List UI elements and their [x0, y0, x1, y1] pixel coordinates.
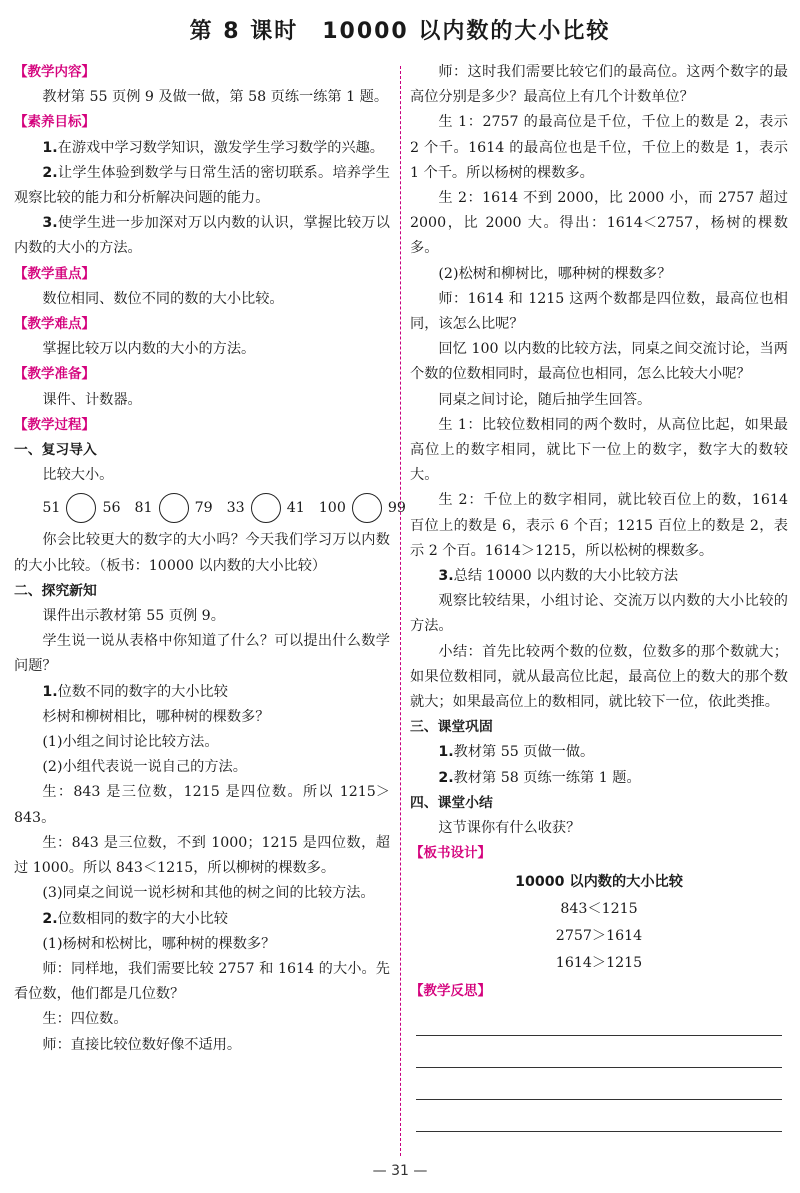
s1-p1: 比较大小。	[42, 467, 114, 484]
writing-line[interactable]	[416, 1004, 782, 1036]
left-column	[14, 60, 406, 1058]
s2-p9: (1)杨树和松树比，哪种树的棵数多？	[42, 935, 276, 952]
writing-line[interactable]	[416, 1068, 782, 1100]
compare-row	[14, 488, 406, 528]
section-2-heading: 二、探究新知	[14, 582, 97, 599]
answer-circle[interactable]	[159, 493, 189, 523]
compare-item: 51 56	[42, 493, 120, 523]
answer-circle[interactable]	[352, 493, 382, 523]
r-p2: 生 1：2757 的最高位是千位，千位上的数是 2，表示 2 个千。1614 的最高位也是千位，千位上的数是 1，表示 1 个千。所以杨树的棵数多。	[410, 114, 788, 181]
s2-p7: 生：843 是三位数，不到 1000；1215 是四位数，超过 1000。所以 843＜1215，所以柳树的棵数多。	[14, 834, 390, 877]
r-p3: 生 2：1614 不到 2000，比 2000 小，而 2757 超过 2000，比 2000 大。得出：1614＜2757，杨树的棵数多。	[410, 190, 788, 257]
reflection-lines	[410, 1004, 788, 1132]
content-text: 教材第 55 页例 9 及做一做，第 58 页练一练第 1 题。	[42, 89, 389, 106]
goal-2: 2.让学生体验到数学与日常生活的密切联系。培养学生观察比较的能力和分析解决问题的能力。	[14, 164, 390, 207]
tag-reflect: 【教学反思】	[410, 982, 491, 999]
r-p7: 同桌之间讨论，随后抽学生回答。	[438, 391, 652, 408]
r-p6: 回忆 100 以内数的比较方法，同桌之间交流讨论，当两个数的位数相同时，最高位也相同，怎么比较大小呢？	[410, 341, 788, 383]
s2-p5: (2)小组代表说一说自己的方法。	[42, 759, 247, 776]
s2-p11: 生：四位数。	[42, 1011, 128, 1028]
tag-goals: 【素养目标】	[14, 114, 95, 131]
page-title: 第 8 课时 10000 以内数的大小比较	[189, 19, 611, 44]
s3-item-1: 1.教材第 55 页做一做。	[438, 744, 595, 761]
section-1-heading: 一、复习导入	[14, 442, 97, 459]
s2-p1: 课件出示教材第 55 页例 9。	[42, 608, 225, 625]
compare-item: 81 79	[135, 493, 213, 523]
difficulty-text: 掌握比较万以内数的大小的方法。	[42, 341, 256, 358]
goal-1: 1.在游戏中学习数学知识，激发学生学习数学的兴趣。	[42, 139, 384, 156]
writing-line[interactable]	[416, 1100, 782, 1132]
page-number: — 31 —	[372, 1163, 428, 1179]
s2-subheading-2: 2.位数相同的数字的大小比较	[42, 910, 228, 927]
board-title: 10000 以内数的大小比较	[515, 873, 683, 890]
tag-difficulty: 【教学难点】	[14, 316, 95, 333]
tag-content: 【教学内容】	[14, 64, 95, 80]
s2-p2: 学生说一说从表格中你知道了什么？可以提出什么数学问题？	[14, 633, 390, 675]
r-p9: 生 2：千位上的数字相同，就比较百位上的数，1614 百位上的数是 6，表示 6 个百；1215 百位上的数是 2，表示 2 个百。1614＞1215，所以松树的棵数多。	[410, 492, 788, 559]
tag-process: 【教学过程】	[14, 416, 95, 433]
r-p8: 生 1：比较位数相同的两个数时，从高位比起，如果最高位上的数字相同，就比下一位上的数字，数字大的数较大。	[410, 416, 788, 484]
compare-item: 100 99	[319, 493, 406, 523]
tag-key: 【教学重点】	[14, 265, 95, 282]
s2-p6: 生：843 是三位数，1215 是四位数。所以 1215＞843。	[14, 784, 390, 826]
board-design	[410, 869, 788, 977]
s3-item-2: 2.教材第 58 页练一练第 1 题。	[438, 769, 641, 786]
tag-prep: 【教学准备】	[14, 366, 95, 383]
board-line: 2757＞1614	[555, 927, 643, 944]
section-4-heading: 四、课堂小结	[410, 794, 493, 811]
board-line: 843＜1215	[560, 900, 638, 917]
s2-p12: 师：直接比较位数好像不适用。	[42, 1036, 242, 1053]
key-text: 数位相同、数位不同的数的大小比较。	[42, 290, 284, 307]
s2-p10: 师：同样地，我们需要比较 2757 和 1614 的大小。先看位数，他们都是几位数？	[14, 960, 390, 1003]
right-column	[410, 60, 788, 1132]
s1-p2: 你会比较更大的数字的大小吗？今天我们学习万以内数的大小比较。（板书：10000 以内数的大小比较）	[14, 532, 390, 574]
column-divider	[400, 66, 401, 1156]
tag-board: 【板书设计】	[410, 845, 491, 862]
s2-p8: (3)同桌之间说一说杉树和其他的树之间的比较方法。	[42, 885, 375, 902]
r-p4: (2)松树和柳树比，哪种树的棵数多？	[438, 265, 672, 282]
goal-3: 3.使学生进一步加深对万以内数的认识，掌握比较万以内数的大小的方法。	[14, 215, 390, 257]
prep-text: 课件、计数器。	[42, 391, 142, 408]
answer-circle[interactable]	[251, 493, 281, 523]
board-line: 1614＞1215	[555, 954, 643, 971]
answer-circle[interactable]	[66, 493, 96, 523]
s2-p4: (1)小组之间讨论比较方法。	[42, 734, 219, 751]
r-p1: 师：这时我们需要比较它们的最高位。这两个数字的最高位分别是多少？最高位上有几个计数单位？	[410, 64, 788, 106]
s2-p3: 杉树和柳树相比，哪种树的棵数多？	[42, 708, 270, 725]
r-subheading-3: 3.总结 10000 以内数的大小比较方法	[438, 568, 679, 585]
s2-subheading-1: 1.位数不同的数字的大小比较	[42, 683, 228, 700]
r-p5: 师：1614 和 1215 这两个数都是四位数，最高位也相同，该怎么比呢？	[410, 290, 788, 333]
writing-line[interactable]	[416, 1036, 782, 1068]
s4-text: 这节课你有什么收获？	[438, 820, 581, 837]
r-p11: 小结：首先比较两个数的位数，位数多的那个数就大；如果位数相同，就从最高位比起，最高位上的数大的那个数就大；如果最高位上的数相同，就比较下一位，依此类推。	[410, 643, 788, 711]
compare-item: 33 41	[227, 493, 305, 523]
r-p10: 观察比较结果，小组讨论、交流万以内数的大小比较的方法。	[410, 593, 788, 635]
section-3-heading: 三、课堂巩固	[410, 719, 493, 736]
